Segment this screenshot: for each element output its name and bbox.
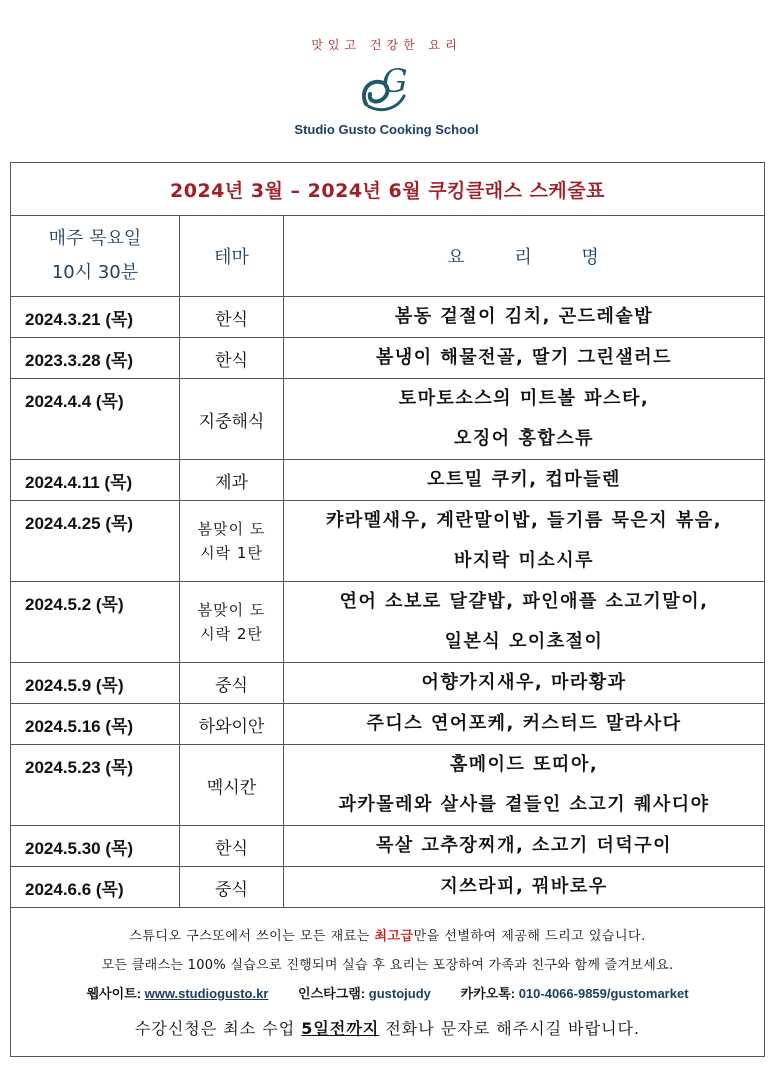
row-menu-line: 바지락 미소시루 — [454, 550, 594, 571]
footer-contacts — [11, 983, 764, 1002]
footer-highlight: 최고급 — [374, 929, 414, 944]
row-menu — [284, 582, 765, 663]
row-menu — [284, 663, 765, 704]
row-date — [11, 338, 180, 379]
row-menu-line: 연어 소보로 달걀밥, 파인애플 소고기말이, — [339, 591, 709, 612]
table-row — [11, 745, 765, 826]
instagram-handle: gustojudy — [368, 986, 431, 1001]
header-menu: 요 리 명 — [284, 216, 765, 297]
header-theme: 테마 — [180, 216, 284, 297]
row-theme: 한식 — [180, 338, 284, 379]
row-date — [11, 460, 180, 501]
row-date — [11, 704, 180, 745]
footer-practice-note: 모든 클래스는 100% 실습으로 진행되며 실습 후 요리는 포장하여 가족과 친구와 함께 즐겨보세요. — [101, 958, 674, 973]
school-name: Studio Gusto Cooking School — [294, 122, 479, 137]
header-day-line1: 매주 목요일 — [48, 228, 142, 249]
row-menu — [284, 826, 765, 867]
row-date-text: 2024.4.4 (목) — [25, 392, 124, 411]
table-row — [11, 704, 765, 745]
row-date-text: 2024.5.23 (목) — [25, 758, 134, 777]
row-theme: 멕시칸 — [180, 745, 284, 826]
row-menu-line: 어향가지새우, 마라황과 — [421, 672, 627, 693]
schedule-table — [10, 162, 765, 1057]
row-date-text: 2024.5.16 (목) — [25, 717, 134, 736]
gusto-logo-icon — [358, 58, 418, 116]
table-row — [11, 338, 765, 379]
row-menu — [284, 338, 765, 379]
row-menu-line: 홈메이드 또띠아, — [449, 754, 599, 775]
signup-deadline: 5일전까지 — [301, 1019, 380, 1038]
table-row — [11, 663, 765, 704]
row-theme: 한식 — [180, 297, 284, 338]
row-menu-line: 지쓰라피, 꿔바로우 — [440, 876, 608, 897]
header-day-line2: 10시 30분 — [51, 262, 139, 283]
row-menu-line: 주디스 연어포케, 커스터드 말라사다 — [366, 713, 682, 734]
row-menu-line: 토마토소스의 미트볼 파스타, — [398, 388, 650, 409]
row-date-text: 2024.6.6 (목) — [25, 880, 124, 899]
row-theme-line: 봄맞이 도 — [197, 601, 266, 619]
row-theme-line: 봄맞이 도 — [197, 520, 266, 538]
table-row — [11, 867, 765, 908]
row-theme: 한식 — [180, 826, 284, 867]
row-date-text: 2024.4.11 (목) — [25, 473, 133, 492]
row-menu-line: 일본식 오이초절이 — [444, 631, 604, 652]
row-date-text: 2024.3.21 (목) — [25, 310, 134, 329]
row-theme: 중식 — [180, 663, 284, 704]
row-menu-line: 과카몰레와 살사를 곁들인 소고기 퀘사디야 — [338, 794, 710, 815]
instagram-label: 인스타그램: — [298, 986, 366, 1001]
row-menu — [284, 704, 765, 745]
svg-text:G: G — [382, 62, 408, 100]
row-date — [11, 379, 180, 460]
row-theme: 하와이안 — [180, 704, 284, 745]
row-date — [11, 297, 180, 338]
row-menu-line: 목살 고추장찌개, 소고기 더덕구이 — [375, 835, 673, 856]
schedule-title: 2024년 3월 – 2024년 6월 쿠킹클래스 스케줄표 — [11, 163, 765, 216]
table-row — [11, 826, 765, 867]
footer-line1-post: 만을 선별하여 제공해 드리고 있습니다. — [413, 929, 646, 944]
website-link[interactable]: www.studiogusto.kr — [144, 986, 269, 1001]
row-menu-line: 오트밀 쿠키, 컵마들렌 — [427, 469, 621, 490]
kakao-contact: 010-4066-9859/gustomarket — [518, 986, 689, 1001]
row-theme: 지중해식 — [180, 379, 284, 460]
website-label: 웹사이트: — [86, 986, 142, 1001]
row-menu — [284, 297, 765, 338]
row-date — [11, 501, 180, 582]
row-menu — [284, 867, 765, 908]
table-row — [11, 501, 765, 582]
table-row — [11, 582, 765, 663]
table-row — [11, 297, 765, 338]
row-menu — [284, 460, 765, 501]
row-theme — [180, 501, 284, 582]
row-date — [11, 826, 180, 867]
row-date-text: 2024.5.9 (목) — [25, 676, 124, 695]
row-menu — [284, 379, 765, 460]
table-row — [11, 460, 765, 501]
row-date-text: 2023.3.28 (목) — [25, 351, 134, 370]
footer-notes — [11, 908, 765, 1057]
row-date — [11, 582, 180, 663]
row-date-text: 2024.5.2 (목) — [25, 595, 124, 614]
signup-pre: 수강신청은 최소 수업 — [134, 1019, 302, 1038]
row-theme: 제과 — [180, 460, 284, 501]
row-theme-line: 시락 2탄 — [200, 625, 263, 643]
row-date-text: 2024.4.25 (목) — [25, 514, 134, 533]
row-menu-line: 캬라멜새우, 계란말이밥, 들기름 묵은지 볶음, — [325, 510, 723, 531]
row-menu — [284, 501, 765, 582]
row-menu-line: 오징어 홍합스튜 — [454, 428, 594, 449]
row-menu-line: 봄동 겉절이 김치, 곤드레솥밥 — [394, 306, 654, 327]
header-day — [11, 216, 180, 297]
row-date — [11, 745, 180, 826]
row-theme-line: 시락 1탄 — [200, 544, 263, 562]
row-menu — [284, 745, 765, 826]
footer-quality-note — [11, 925, 764, 944]
table-row — [11, 379, 765, 460]
footer-line1-pre: 스튜디오 구스또에서 쓰이는 모든 재료는 — [129, 929, 375, 944]
row-date-text: 2024.5.30 (목) — [25, 839, 134, 858]
row-date — [11, 663, 180, 704]
signup-post: 전화나 문자로 해주시길 바랍니다. — [379, 1019, 641, 1038]
row-theme: 중식 — [180, 867, 284, 908]
footer-signup-note — [11, 1016, 764, 1039]
row-theme — [180, 582, 284, 663]
tagline: 맛있고 건강한 요리 — [311, 38, 462, 52]
kakao-label: 카카오톡: — [460, 986, 516, 1001]
row-date — [11, 867, 180, 908]
row-menu-line: 봄냉이 해물전골, 딸기 그린샐러드 — [375, 347, 673, 368]
